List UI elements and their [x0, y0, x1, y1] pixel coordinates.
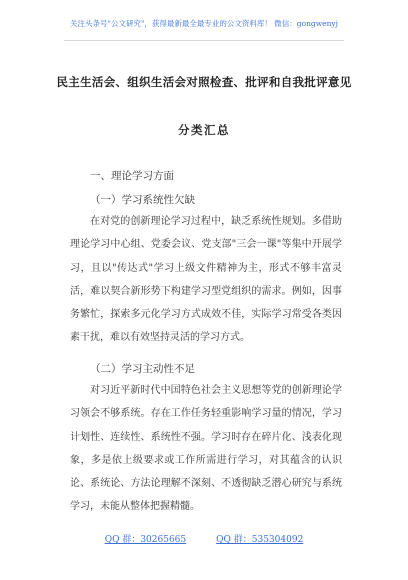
document-title: 民主生活会、组织生活会对照检查、批评和自我批评意见: [56, 75, 352, 89]
footer-qq-group-2: QQ 群：535304092: [216, 535, 304, 545]
subsection-heading-initiative: （二）学习主动性不足: [90, 363, 195, 375]
subsection-heading-systematic: （一）学习系统性欠缺: [90, 194, 195, 206]
subsection-body-systematic: 在对党的创新理论学习过程中，缺乏系统性规划。多借助理论学习中心组、党委会议、党支部"三会一课"等集中开展学习，且以"传达式"学习上级文件精神为主，形式不够丰富灵活，难以契合新形势下构建学习型党组织的需求。例如，因事务繁忙，探索多元化学习方式成效不佳，实际学习常受各类因素干扰，难以有效坚持灵活的学习方式。: [70, 216, 342, 344]
footer-qq-group-1: QQ 群：30265665: [104, 535, 187, 545]
section-heading-theory-study: 一、理论学习方面: [90, 170, 174, 182]
header-banner: 关注头条号"公文研究"，获得最新最全最专业的公文资料库！ 微信：gongwenyj: [70, 19, 338, 28]
footer-contact: [0, 532, 408, 545]
subsection-body-initiative: 对习近平新时代中国特色社会主义思想等党的创新理论学习领会不够系统。存在工作任务轻重影响学习量的情况，学习计划性、连续性、系统性不强。学习时存在碎片化、浅表化现象，多是依上级要求或工作所需进行学习，对其蕴含的认识论、系统论、方法论理解不深刻、不透彻缺乏潜心研究与系统学习，未能从整体把握精髓。: [70, 385, 342, 513]
header-divider: [64, 40, 344, 41]
document-title-continuation: 分类汇总: [178, 123, 230, 137]
